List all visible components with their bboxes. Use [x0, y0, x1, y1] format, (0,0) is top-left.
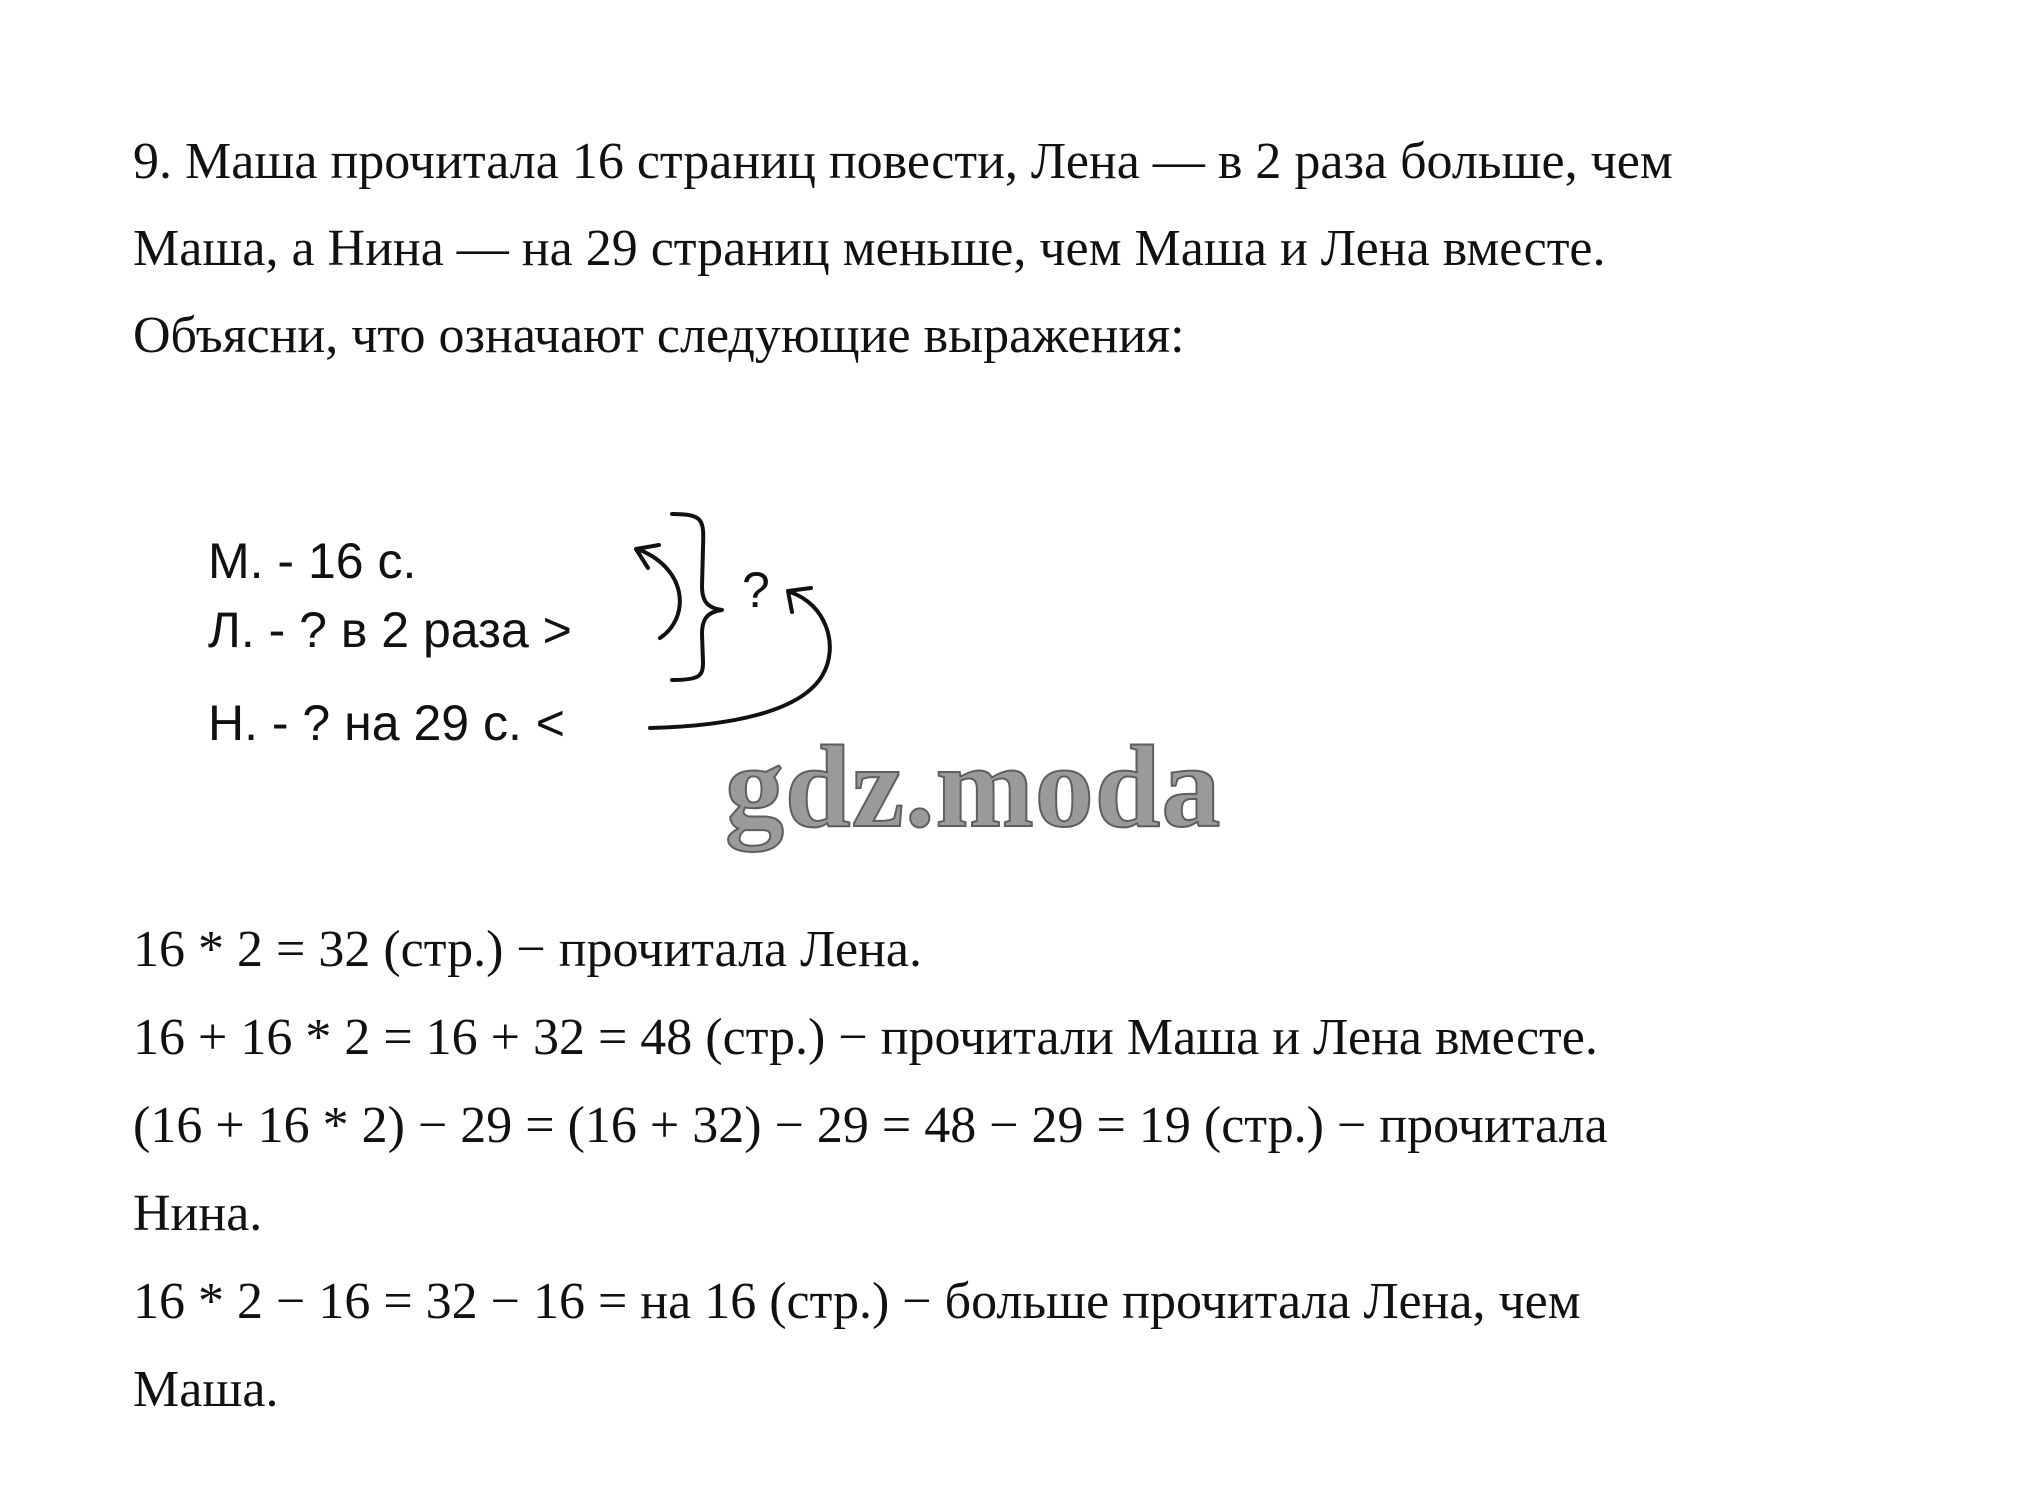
scheme-question: ?	[742, 562, 770, 618]
problem-line-1: 9. Маша прочитала 16 страниц повести, Лена — в 2 раза больше, чем	[133, 133, 1673, 190]
scheme-nina: Н. - ? на 29 с. <	[208, 695, 565, 751]
solution-line-4: Нина.	[133, 1185, 263, 1242]
solution-line-3: (16 + 16 * 2) − 29 = (16 + 32) − 29 = 48 − 29 = 19 (стр.) − прочитала	[133, 1097, 1608, 1154]
watermark-logo: gdz.moda	[725, 721, 1222, 852]
scheme-masha: М. - 16 с.	[208, 533, 417, 589]
solution-line-5: 16 * 2 − 16 = 32 − 16 = на 16 (стр.) − больше прочитала Лена, чем	[133, 1273, 1581, 1330]
problem-line-2: Маша, а Нина — на 29 страниц меньше, чем Маша и Лена вместе.	[133, 220, 1606, 277]
solution-line-2: 16 + 16 * 2 = 16 + 32 = 48 (стр.) − прочитали Маша и Лена вместе.	[133, 1009, 1598, 1066]
problem-line-3: Объясни, что означают следующие выражения:	[133, 307, 1185, 364]
solution-line-6: Маша.	[133, 1361, 279, 1418]
scheme-lena: Л. - ? в 2 раза >	[208, 602, 572, 658]
solution-line-1: 16 * 2 = 32 (стр.) − прочитала Лена.	[133, 921, 923, 978]
